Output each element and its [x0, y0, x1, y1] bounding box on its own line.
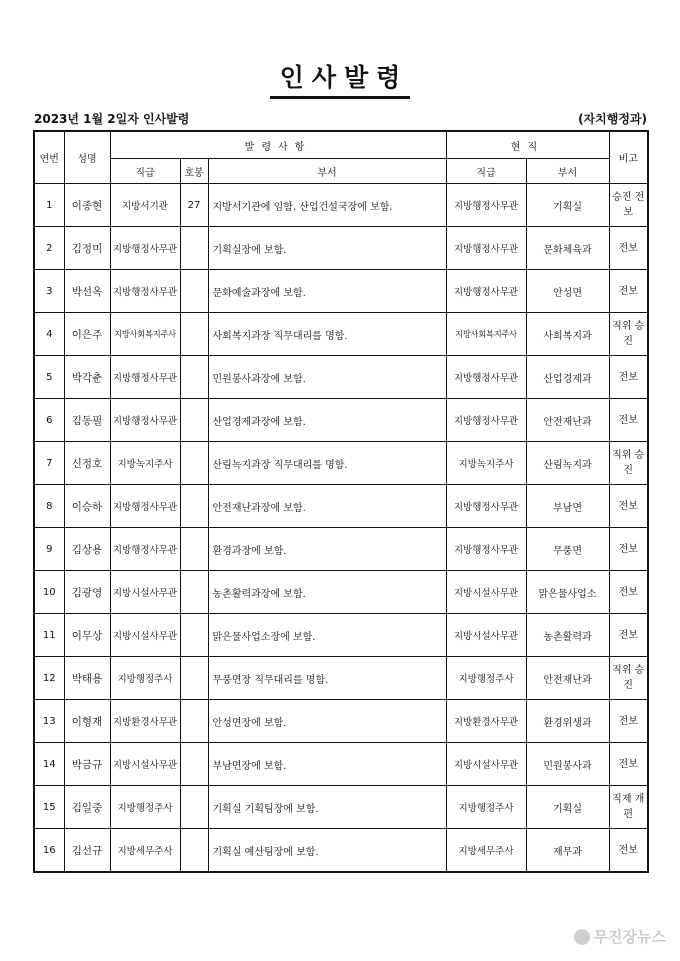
watermark-text: 무진장뉴스 — [593, 928, 666, 946]
cell-current-rank: 지방녹지주사 — [446, 442, 526, 485]
cell-current-dept: 산업경제과 — [526, 356, 609, 399]
header-order-group: 발령사항 — [110, 131, 446, 159]
newspaper-logo-icon — [574, 929, 590, 945]
cell-rank: 지방행정주사 — [110, 786, 180, 829]
cell-current-rank: 지방세무주사 — [446, 829, 526, 873]
cell-note: 전보 — [609, 270, 648, 313]
table-row — [34, 270, 648, 313]
header-order-rank: 직급 — [110, 159, 180, 184]
cell-current-rank: 지방행정사무관 — [446, 399, 526, 442]
cell-current-rank: 지방행정사무관 — [446, 356, 526, 399]
table-row — [34, 399, 648, 442]
cell-current-rank: 지방행정사무관 — [446, 227, 526, 270]
cell-step — [180, 571, 208, 614]
cell-order: 기획실 예산팀장에 보함. — [208, 829, 446, 873]
cell-current-dept: 사회복지과 — [526, 313, 609, 356]
cell-step — [180, 786, 208, 829]
cell-note: 전보 — [609, 829, 648, 873]
cell-rank: 지방행정사무관 — [110, 227, 180, 270]
cell-name: 김일중 — [64, 786, 110, 829]
table-row — [34, 614, 648, 657]
header-name: 성명 — [64, 131, 110, 184]
cell-order: 기획실 기획팀장에 보함. — [208, 786, 446, 829]
cell-name: 김광영 — [64, 571, 110, 614]
table-row — [34, 657, 648, 700]
cell-no: 6 — [34, 399, 64, 442]
cell-note: 전보 — [609, 614, 648, 657]
cell-step — [180, 442, 208, 485]
table-row — [34, 356, 648, 399]
table-row — [34, 528, 648, 571]
table-row — [34, 184, 648, 227]
cell-name: 박태용 — [64, 657, 110, 700]
document-subtitle-date: 2023년 1월 2일자 인사발령 — [34, 112, 190, 126]
cell-step — [180, 227, 208, 270]
cell-note: 직위 승진 — [609, 657, 648, 700]
header-order-step: 호봉 — [180, 159, 208, 184]
cell-note: 전보 — [609, 743, 648, 786]
cell-name: 김동필 — [64, 399, 110, 442]
table-row — [34, 786, 648, 829]
cell-current-dept: 기획실 — [526, 786, 609, 829]
cell-order: 기획실장에 보함. — [208, 227, 446, 270]
cell-step — [180, 528, 208, 571]
cell-order: 환경과장에 보함. — [208, 528, 446, 571]
table-row — [34, 227, 648, 270]
cell-rank: 지방행정주사 — [110, 657, 180, 700]
cell-note: 승진 전보 — [609, 184, 648, 227]
cell-step — [180, 829, 208, 873]
cell-no: 3 — [34, 270, 64, 313]
cell-rank: 지방시설사무관 — [110, 743, 180, 786]
cell-rank: 지방환경사무관 — [110, 700, 180, 743]
cell-order: 무풍면장 직무대리를 명함. — [208, 657, 446, 700]
cell-rank: 지방세무주사 — [110, 829, 180, 873]
cell-name: 이무상 — [64, 614, 110, 657]
cell-step — [180, 485, 208, 528]
cell-current-rank: 지방행정사무관 — [446, 270, 526, 313]
cell-note: 전보 — [609, 485, 648, 528]
table-row — [34, 485, 648, 528]
cell-current-dept: 부남면 — [526, 485, 609, 528]
cell-order: 민원봉사과장에 보함. — [208, 356, 446, 399]
cell-order: 안성면장에 보함. — [208, 700, 446, 743]
cell-no: 1 — [34, 184, 64, 227]
cell-note: 직제 개편 — [609, 786, 648, 829]
cell-no: 2 — [34, 227, 64, 270]
cell-order: 산업경제과장에 보함. — [208, 399, 446, 442]
cell-no: 13 — [34, 700, 64, 743]
cell-rank: 지방행정사무관 — [110, 528, 180, 571]
cell-order: 안전재난과장에 보함. — [208, 485, 446, 528]
cell-current-rank: 지방사회복지주사 — [446, 313, 526, 356]
cell-note: 전보 — [609, 700, 648, 743]
cell-order: 농촌활력과장에 보함. — [208, 571, 446, 614]
table-row — [34, 442, 648, 485]
cell-no: 10 — [34, 571, 64, 614]
watermark — [574, 926, 666, 947]
cell-name: 이형재 — [64, 700, 110, 743]
cell-current-dept: 맑은물사업소 — [526, 571, 609, 614]
cell-current-rank: 지방행정사무관 — [446, 528, 526, 571]
cell-step — [180, 657, 208, 700]
cell-rank: 지방행정사무관 — [110, 485, 180, 528]
cell-no: 4 — [34, 313, 64, 356]
header-current-dept: 부서 — [526, 159, 609, 184]
cell-current-dept: 안전재난과 — [526, 399, 609, 442]
cell-rank: 지방시설사무관 — [110, 614, 180, 657]
cell-current-rank: 지방시설사무관 — [446, 571, 526, 614]
cell-note: 전보 — [609, 571, 648, 614]
cell-step — [180, 743, 208, 786]
cell-current-dept: 안전재난과 — [526, 657, 609, 700]
cell-current-dept: 민원봉사과 — [526, 743, 609, 786]
cell-note: 전보 — [609, 227, 648, 270]
cell-current-rank: 지방시설사무관 — [446, 614, 526, 657]
cell-no: 7 — [34, 442, 64, 485]
header-current-group: 현직 — [446, 131, 609, 159]
cell-note: 전보 — [609, 399, 648, 442]
cell-name: 신정호 — [64, 442, 110, 485]
cell-note: 전보 — [609, 356, 648, 399]
cell-name: 김정미 — [64, 227, 110, 270]
cell-name: 이종현 — [64, 184, 110, 227]
cell-step — [180, 356, 208, 399]
cell-current-dept: 무풍면 — [526, 528, 609, 571]
cell-rank: 지방시설사무관 — [110, 571, 180, 614]
cell-rank: 지방서기관 — [110, 184, 180, 227]
cell-order: 산림녹지과장 직무대리를 명함. — [208, 442, 446, 485]
cell-note: 전보 — [609, 528, 648, 571]
cell-rank: 지방녹지주사 — [110, 442, 180, 485]
cell-current-rank: 지방행정사무관 — [446, 485, 526, 528]
cell-order: 문화예술과장에 보함. — [208, 270, 446, 313]
cell-order: 맑은물사업소장에 보함. — [208, 614, 446, 657]
cell-current-rank: 지방행정사무관 — [446, 184, 526, 227]
cell-step — [180, 399, 208, 442]
cell-name: 박금규 — [64, 743, 110, 786]
cell-current-rank: 지방시설사무관 — [446, 743, 526, 786]
cell-name: 박선옥 — [64, 270, 110, 313]
cell-step — [180, 313, 208, 356]
cell-current-rank: 지방환경사무관 — [446, 700, 526, 743]
cell-no: 16 — [34, 829, 64, 873]
header-order-dept: 부서 — [208, 159, 446, 184]
cell-current-rank: 지방행정주사 — [446, 657, 526, 700]
cell-rank: 지방행정사무관 — [110, 270, 180, 313]
document-title-text: 인사발령 — [270, 58, 411, 99]
cell-no: 9 — [34, 528, 64, 571]
cell-no: 5 — [34, 356, 64, 399]
cell-current-dept: 산림녹지과 — [526, 442, 609, 485]
cell-no: 8 — [34, 485, 64, 528]
table-row — [34, 313, 648, 356]
cell-note: 직위 승진 — [609, 442, 648, 485]
document-title — [0, 58, 680, 99]
cell-step — [180, 700, 208, 743]
table-row — [34, 571, 648, 614]
personnel-table — [33, 130, 649, 873]
cell-step: 27 — [180, 184, 208, 227]
cell-step — [180, 614, 208, 657]
cell-current-dept: 기획실 — [526, 184, 609, 227]
document-department: (자치행정과) — [578, 112, 647, 126]
table-row — [34, 700, 648, 743]
table-row — [34, 829, 648, 873]
table-body — [34, 184, 648, 873]
cell-no: 12 — [34, 657, 64, 700]
cell-no: 14 — [34, 743, 64, 786]
cell-order: 지방서기관에 임함. 산업건설국장에 보함. — [208, 184, 446, 227]
cell-note: 직위 승진 — [609, 313, 648, 356]
cell-name: 김상용 — [64, 528, 110, 571]
cell-current-dept: 농촌활력과 — [526, 614, 609, 657]
header-no: 연번 — [34, 131, 64, 184]
table-row — [34, 743, 648, 786]
cell-order: 부남면장에 보함. — [208, 743, 446, 786]
cell-current-dept: 안성면 — [526, 270, 609, 313]
cell-name: 김선규 — [64, 829, 110, 873]
cell-step — [180, 270, 208, 313]
cell-name: 이승하 — [64, 485, 110, 528]
cell-current-dept: 문화체육과 — [526, 227, 609, 270]
cell-current-dept: 재무과 — [526, 829, 609, 873]
cell-rank: 지방행정사무관 — [110, 399, 180, 442]
cell-rank: 지방사회복지주사 — [110, 313, 180, 356]
cell-current-dept: 환경위생과 — [526, 700, 609, 743]
cell-name: 이은주 — [64, 313, 110, 356]
cell-rank: 지방행정사무관 — [110, 356, 180, 399]
cell-no: 15 — [34, 786, 64, 829]
cell-order: 사회복지과장 직무대리를 명함. — [208, 313, 446, 356]
cell-current-rank: 지방행정주사 — [446, 786, 526, 829]
header-note: 비고 — [609, 131, 648, 184]
cell-name: 박각춘 — [64, 356, 110, 399]
cell-no: 11 — [34, 614, 64, 657]
header-current-rank: 직급 — [446, 159, 526, 184]
